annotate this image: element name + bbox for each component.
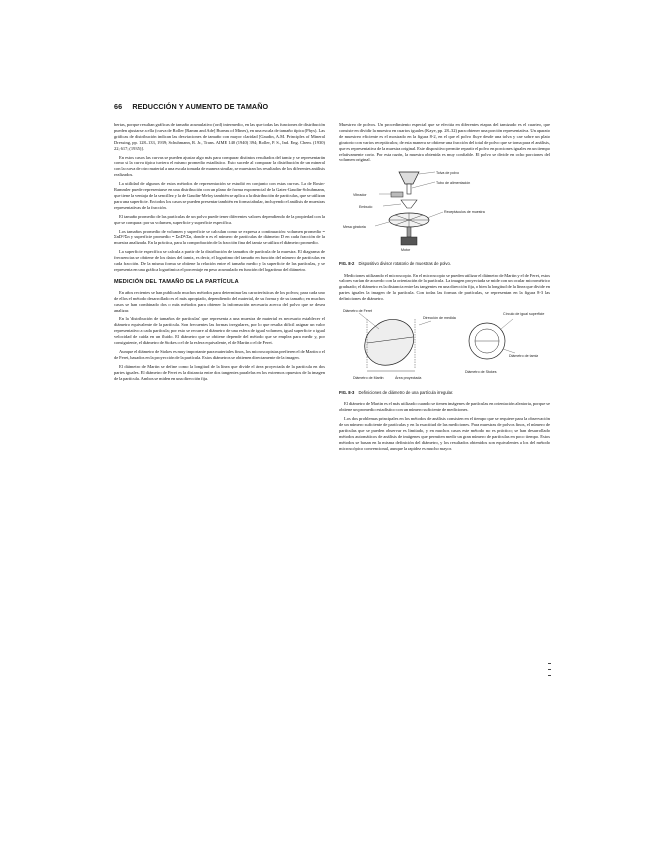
paragraph: Los dos problemas principales en los métodos de análisis consisten en el tiempo que se requiere para la observación de un número suficiente de partículas y en la exactitud de las mediciones. Para muestras de polvos finos, el número de partículas que se pueden observar es limitado, y en muchos casos este método no es práctico; se han desarrollado métodos automáticos de análisis de imágenes que permiten medir un gran número de partículas en poco tiempo. Estos métodos se basan en la misma definición del diámetro, y los resultados obtenidos son equivalentes a los del método microscópico convencional, aunque la rapidez es mucho mayor. bbox=[339, 416, 550, 451]
figure-number: FIG. 8-2 bbox=[339, 261, 355, 267]
caption-text: Definiciones de diámetro de una partícula irregular. bbox=[358, 390, 454, 396]
sample-divider-diagram bbox=[339, 166, 550, 254]
label-motor: Motor bbox=[401, 248, 411, 253]
paragraph: Aunque el diámetro de Stokes es muy importante para materiales finos, los microscopistas prefieren el de Martin o el de Feret, basados en la proyección de la partícula. Estos diámetros se obtienen directamente de la imagen. bbox=[114, 349, 325, 360]
right-column bbox=[339, 122, 550, 455]
label-vibrator: Vibrador bbox=[353, 193, 367, 198]
figure-caption bbox=[339, 261, 550, 266]
paragraph: La superficie específica se calcula a partir de la distribución de tamaños de partícula de la muestra. El diagrama de frecuencias se obtiene de los datos del tamiz, es decir, el logaritmo del tamaño en función del número de partículas en cada fracción. De la misma forma se obtiene la relación entre el tamaño medio y la superficie de las partículas, y se representa en una gráfica logarítmica el porcentaje en peso acumulado en función del logaritmo del diámetro. bbox=[114, 249, 325, 272]
funnel-shape bbox=[401, 200, 417, 208]
label-equivalent-circle: Círculo de igual superficie bbox=[503, 312, 545, 317]
caption-text: Dispositivo divisor rotatorio de muestras de polvo. bbox=[358, 261, 451, 267]
margin-tick bbox=[548, 669, 551, 670]
section-heading: MEDICIÓN DEL TAMAÑO DE LA PARTÍCULA bbox=[114, 278, 239, 285]
page-number: 66 bbox=[114, 102, 123, 111]
label-hopper: Tolva de polvo bbox=[436, 171, 459, 176]
label-stokes: Diámetro de Stokes bbox=[465, 370, 497, 375]
feed-tube-shape bbox=[407, 184, 411, 194]
paragraph: El diámetro de Martin se define como la longitud de la línea que divide el área proyectada de la partícula en dos partes iguales. El diámetro de Feret es la distancia entre dos tangentes paralelas en los extremos opuestos de la imagen de la partícula. Ambos se miden en una dirección fija. bbox=[114, 363, 325, 381]
paragraph: Los tamaños promedio de volumen y superficie se calculan como se expresa a continuación: volumen promedio = ΣnD³/Σn y superficie promedio = ΣnD²/Σn, donde n es el número de partículas de diámetro D en cada fracción de la muestra analizada. En la práctica, para la comprobación de la fracción fina del tamiz se utiliza el diámetro promedio. bbox=[114, 228, 325, 246]
paragraph: bertas, porque resultan gráficas de tamaño acumulativo (ord) intermedio, en las que todas las funciones de distribución pueden ajustarse a ella (curva de Roller [Ramm and Ade] Bureau of Mines), en una escala de tamaño típica (Phys). Las gráficas de distribución indican las desviaciones de tamaño con mayor claridad [Gaudin, A.M. Principles of Mineral Dressing, pp. 128–133, 1939; Schuhmann, R. Jr., Trans. AIME 140 (1940) 394; Roller, P. S., Ind. Eng. Chem. (1930) 22; 617; (1935)]. bbox=[114, 122, 325, 151]
running-title: REDUCCIÓN Y AUMENTO DE TAMAÑO bbox=[132, 102, 269, 111]
label-rotating-table: Mesa giratoria bbox=[343, 225, 366, 230]
label-martin: Diámetro de Martin bbox=[353, 376, 384, 381]
paragraph: En estos casos las curvas se pueden ajustar algo más para comparar distintos resultados del tamiz y se representarán como si la curva típica tuviera el mismo promedio estadístico. Esto sucede al comparar la distribución de un mineral con la curva de otro material a una escala tomada de manera similar, se muestran los resultados de los diferentes análisis realizados. bbox=[114, 154, 325, 178]
vibrator-shape bbox=[391, 192, 403, 197]
paragraph: El tamaño promedio de las partículas de un polvo puede tener diferentes valores dependiendo de la propiedad con la que se compara: por su volumen, superficie y superficie específica. bbox=[114, 213, 325, 225]
figure-sample-divider bbox=[339, 166, 550, 259]
figure-number: FIG. 8-3 bbox=[339, 390, 355, 396]
paragraph: Muestreo de polvos. Un procedimiento especial que se efectúa en diferentes etapas del tamizado es el cuarteo, que consiste en dividir la muestra en cuartos iguales (Kaye, pp. 28–32) para obtener una porción representativa. Un aparato de muestreo eficiente es el mostrado en la figura 8-2, en el que el polvo fluye desde una tolva y cae sobre un plato giratorio con varios receptáculos; de esta manera se obtiene una fracción del total de polvo que se toma para el análisis, que es representativa de la muestra original. Este dispositivo permite repartir el polvo en porciones iguales en un tiempo relativamente corto. Por esta razón, la muestra obtenida es muy confiable. El polvo se divide en ocho porciones del volumen original. bbox=[339, 122, 550, 163]
left-column bbox=[114, 122, 325, 385]
label-projected-area: Área proyectada bbox=[395, 376, 422, 381]
running-header bbox=[114, 102, 544, 114]
paragraph: El diámetro de Martin es el más utilizado cuando se tienen imágenes de partículas en orientación aleatoria, porque se obtiene un promedio estadístico con un número suficiente de mediciones. bbox=[339, 401, 550, 413]
label-sieve-diameter: Diámetro de tamiz bbox=[509, 354, 539, 359]
figure-caption bbox=[339, 390, 550, 395]
paragraph: Mediciones utilizando el microscopio. En el microscopio se pueden utilizar el diámetro de Martin y el de Feret, estos valores varían de acuerdo con la orientación de la partícula. La imagen proyectada se mide con un ocular micrométrico graduado; el diámetro es la distancia entre las tangentes en una dirección fija, o bien la longitud de la línea que divide en partes iguales la imagen de la partícula. Con todas las formas de partículas, se representan en la figura 8-3 las definiciones de diámetro. bbox=[339, 272, 550, 302]
paragraph: En la 'distribución de tamaños de partículas' que representa a una muestra de material es necesario establecer el diámetro equivalente de la partícula. Son frecuentes las formas irregulares, por lo que resulta difícil asignar un valor representativo a cada partícula; por esto se recurre al diámetro de una esfera de igual volumen, igual superficie o igual velocidad de caída en un fluido. El diámetro que se obtiene depende del método que se emplea para medir y, por consiguiente, el diámetro de Stokes o el de la esfera equivalente, el de Martin o el de Feret. bbox=[114, 316, 325, 346]
label-feret: Diámetro de Feret bbox=[343, 309, 372, 314]
paragraph: La utilidad de algunos de estos métodos de representación se estudió en conjunto con estas curvas. La de Rosin-Rammler puede representarse en una distribución con un plano de forma exponencial de la Gates-Gaudin-Schuhmann, que tiene la ventaja de la sencillez y la de Gaudin-Meloy también se aplica a la distribución de partículas, que se utilizan para una superficie. En todos los casos se pueden presentar también en forma tabular, incluyendo el análisis de muestras representativas de la fracción. bbox=[114, 181, 325, 210]
margin-tick bbox=[548, 663, 551, 664]
label-funnel: Embudo bbox=[359, 205, 373, 210]
paragraph: En años recientes se han publicado muchos métodos para determinar las características de los polvos; para cada uno de ellos el método desarrollado es el más apropiado, dependiendo del material, de su forma y de su tamaño; en muchos casos se han combinado dos o más métodos para obtener la información necesaria acerca del polvo que se desea analizar. bbox=[114, 289, 325, 313]
motor-shape bbox=[401, 237, 417, 245]
margin-tick bbox=[548, 675, 551, 676]
shaft-shape bbox=[407, 227, 411, 237]
label-receptacles: Receptáculos de muestra bbox=[444, 210, 485, 215]
label-direction: Dirección de medida bbox=[423, 316, 456, 321]
label-feed-tube: Tubo de alimentación bbox=[436, 181, 471, 186]
hopper-shape bbox=[399, 172, 419, 184]
figure-particle-diameters bbox=[339, 305, 550, 388]
particle-diameter-diagram bbox=[339, 305, 550, 383]
